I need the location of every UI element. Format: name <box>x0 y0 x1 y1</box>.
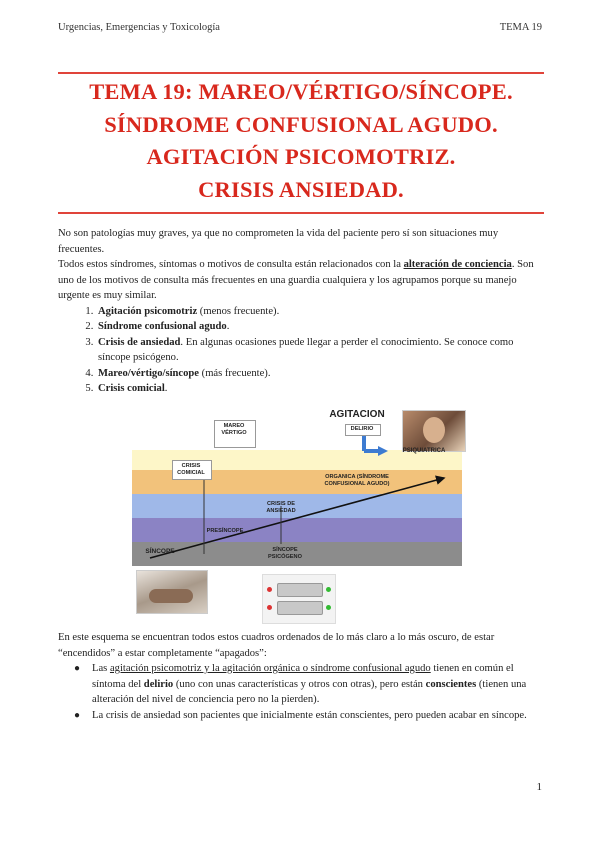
delirio-label: DELIRIO <box>350 426 374 432</box>
agitacion-label: AGITACION <box>329 409 385 420</box>
crisis-ansiedad-text-2: ANSIEDAD <box>266 507 296 514</box>
patient-photo-bottom <box>136 570 208 614</box>
delirio-arrowhead <box>378 446 388 456</box>
title-top-rule <box>58 72 544 74</box>
sincope-psicogeno-text-1: SÍNCOPE <box>272 547 298 553</box>
list-item-bold: Mareo/vértigo/síncope <box>98 367 200 379</box>
intro-text <box>58 226 544 397</box>
sincope-psicogeno-label <box>260 547 310 560</box>
intro-paragraph-1: No son patologías muy graves, ya que no comprometen la vida del paciente pero sí son situaciones muy frecuentes. <box>58 228 499 255</box>
header-right: TEMA 19 <box>499 22 542 33</box>
bullet-icon: ● <box>74 709 81 721</box>
green-led-icon <box>326 587 331 592</box>
organica-text-2: CONFUSIONAL AGUDO) <box>324 480 390 487</box>
crisis-ansiedad-label <box>256 501 306 514</box>
psiquiatrica-label: PSIQUIATRICA <box>402 448 446 454</box>
bullet-2-text: La crisis de ansiedad son pacientes que inicialmente están conscientes, pero pueden acabar en síncope. <box>92 709 527 721</box>
bullet-1-underlined: agitación psicomotriz y la agitación orgánica o síndrome confusional agudo <box>109 663 431 674</box>
consciousness-diagram <box>132 406 467 624</box>
bullet-1-mid-2: (uno con unas características y otros con otras), pero están <box>173 678 426 690</box>
page-title <box>58 76 544 206</box>
list-item-bold: Crisis de ansiedad <box>98 336 181 348</box>
sincope-psicogeno-text-2: PSICÓGENO <box>268 553 302 560</box>
intro-paragraph-2 <box>58 257 544 304</box>
presincope-label: PRESÍNCOPE <box>206 528 244 534</box>
switch-off-icon <box>277 601 323 615</box>
list-item-rest: (menos frecuente). <box>197 305 280 317</box>
title-bottom-rule <box>58 212 544 214</box>
face-shape <box>423 417 445 443</box>
list-item-bold: Agitación psicomotriz <box>98 305 198 317</box>
vertigo-text: VÉRTIGO <box>221 429 247 436</box>
list-item <box>74 661 544 708</box>
list-item <box>96 335 544 366</box>
list-item <box>96 381 544 397</box>
consciousness-arrow <box>150 478 444 558</box>
list-item-bold: Síndrome confusional agudo <box>98 321 227 332</box>
title-line-4: CRISIS ANSIEDAD. <box>198 176 404 202</box>
after-text <box>58 630 544 723</box>
crisis-comicial-text-2: COMICIAL <box>177 469 205 476</box>
mareo-text: MAREO <box>223 423 245 429</box>
sincope-label: SÍNCOPE <box>145 548 175 555</box>
red-led-icon <box>267 587 272 592</box>
green-led-icon <box>326 605 331 610</box>
bullet-1-pre: Las <box>92 663 110 674</box>
red-led-icon <box>267 605 272 610</box>
organica-label <box>312 474 402 487</box>
intro-p2-before: Todos estos síndromes, síntomas o motivos de consulta están relacionados con la <box>58 259 404 270</box>
bullet-1-bold-1: delirio <box>143 678 174 690</box>
header-left: Urgencias, Emergencias y Toxicología <box>58 22 220 33</box>
bullet-1-mid-1: tienen en común el síntoma del <box>92 663 514 690</box>
intro-p2-after: . Son uno de los motivos de consulta más frecuentes en una guardia cualquiera y los agrupamos porque su manejo urgente es muy similar. <box>58 259 534 301</box>
list-item-bold: Crisis comicial <box>98 383 165 394</box>
list-item-rest: (más frecuente). <box>199 367 271 379</box>
crisis-comicial-label <box>172 463 210 476</box>
title-line-2: SÍNDROME CONFUSIONAL AGUDO. <box>104 111 498 137</box>
bullet-list <box>58 661 544 723</box>
bullet-1-end: (tienen una alteración del nivel de conciencia pero no la pierden). <box>92 678 527 705</box>
page-number: 1 <box>536 781 542 793</box>
lying-figure <box>149 589 193 603</box>
organica-text-1: ORGANICA (SÍNDROME <box>325 474 389 480</box>
list-item <box>96 304 544 320</box>
title-line-3: AGITACIÓN PSICOMOTRIZ. <box>146 144 456 169</box>
patient-photo-top <box>402 410 466 452</box>
crisis-ansiedad-text-1: CRISIS DE <box>267 501 295 507</box>
list-item <box>74 708 544 724</box>
bullet-icon: ● <box>74 663 81 674</box>
conditions-list <box>58 304 544 397</box>
list-item <box>96 366 544 382</box>
title-line-1: TEMA 19: MAREO/VÉRTIGO/SÍNCOPE. <box>89 79 513 104</box>
list-item-rest: . <box>226 321 230 332</box>
switch-on-icon <box>277 583 323 597</box>
after-paragraph: En este esquema se encuentran todos estos cuadros ordenados de lo más claro a lo más oscuro, de estar “encendidos” a estar completamente “apagados”: <box>58 632 495 659</box>
switch-panel-image <box>262 574 336 624</box>
bullet-1-bold-2: conscientes <box>425 678 477 690</box>
mareo-vertigo-label <box>214 423 254 436</box>
crisis-comicial-text-1: CRISIS <box>181 463 201 469</box>
list-item <box>96 319 544 335</box>
list-item-rest: . En algunas ocasiones puede llegar a perder el conocimiento. Se conoce como síncope psicógeno. <box>98 336 514 363</box>
list-item-rest: . <box>164 383 168 394</box>
intro-p2-bold: alteración de conciencia <box>403 259 512 270</box>
